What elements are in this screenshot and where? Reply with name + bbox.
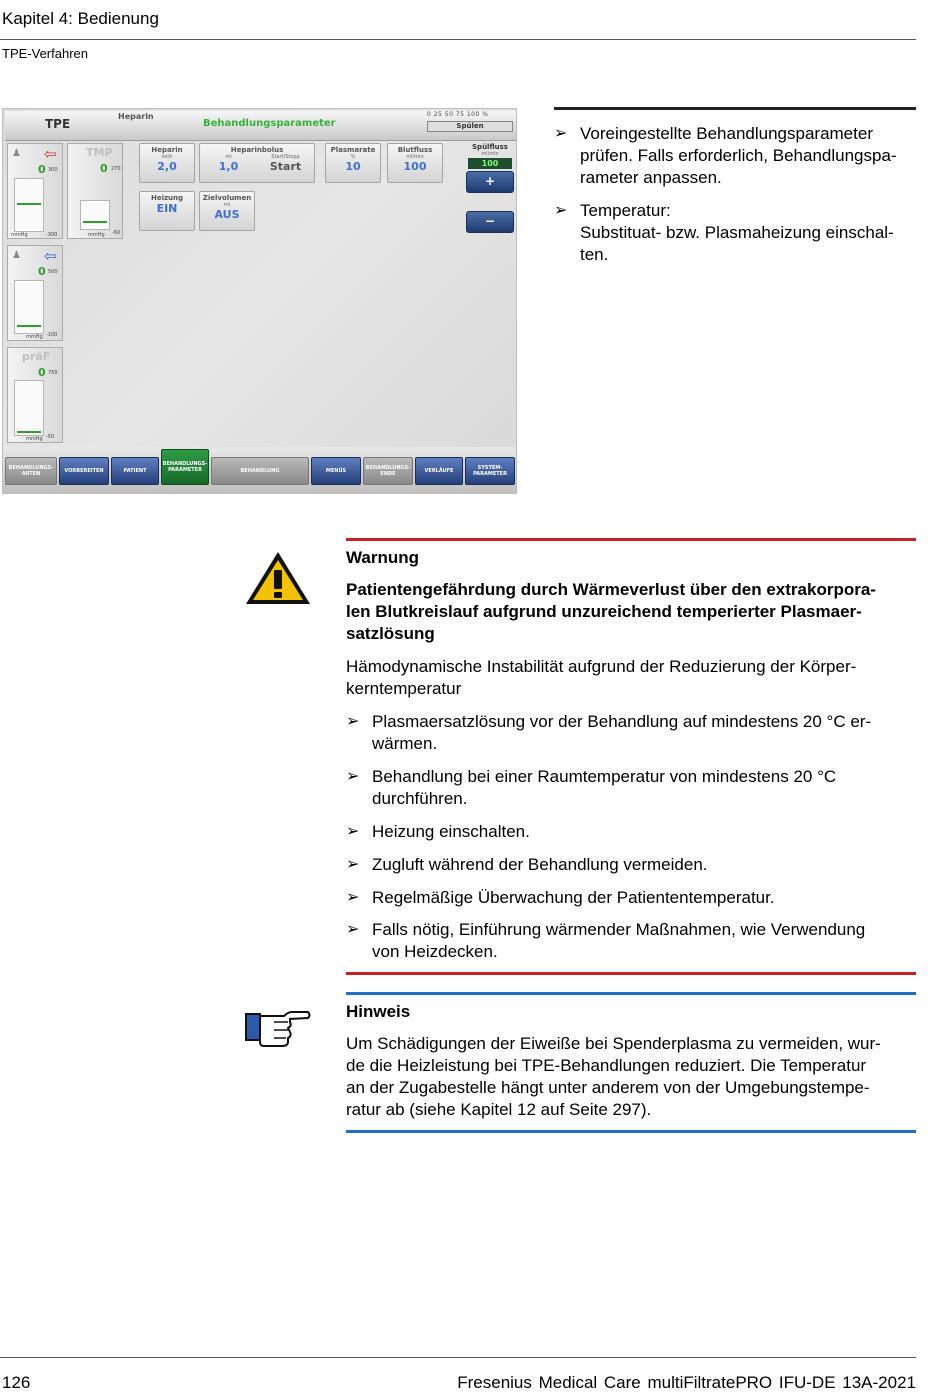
tmp-bottom-tick: -60: [112, 230, 121, 236]
warning-bottom-rule: [346, 972, 916, 975]
step2-line1: Temperatur:: [580, 201, 671, 220]
param-heizung[interactable]: [139, 191, 195, 231]
note-line1: Um Schädigungen der Eiweiße bei Spenderplasma zu vermeiden, wur-: [346, 1034, 881, 1053]
venous-gauge: [14, 280, 44, 334]
tmp-top-tick: 270: [111, 166, 121, 172]
instructions-rule: [554, 107, 916, 110]
measure5-line1: Regelmäßige Überwachung der Patiententemperatur.: [372, 888, 775, 907]
header-divider: [0, 39, 916, 40]
venous-value: 0: [38, 265, 46, 278]
measure3-line1: Heizung einschalten.: [372, 822, 530, 841]
nav-menues[interactable]: MENÜS: [311, 457, 361, 485]
arrow-left-blue-icon: ⇦: [44, 247, 57, 265]
praef-panel: [7, 347, 63, 443]
param-heparin-value: 2,0: [157, 160, 177, 173]
nav-verlaeufe[interactable]: VERLÄUFE: [415, 457, 463, 485]
praef-unit: mmHg: [26, 436, 43, 442]
param-heparin-unit: ml/h: [161, 154, 173, 160]
nav-vorbereiten[interactable]: VORBEREITEN: [59, 457, 109, 485]
footer-divider: [0, 1357, 916, 1358]
praef-bottom-tick: -50: [46, 434, 55, 440]
footer-publisher: Fresenius Medical Care multiFiltratePRO IFU-DE 13A-2021: [457, 1373, 916, 1392]
venous-pressure-panel: [7, 245, 63, 341]
note-bottom-rule: [346, 1130, 916, 1133]
venous-bottom-tick: -100: [46, 332, 58, 338]
measure-4: [346, 854, 916, 876]
minus-button[interactable]: −: [466, 211, 514, 233]
param-heparin-label: Heparin: [151, 146, 183, 154]
nav-behandlungsparameter[interactable]: BEHANDLUNGS-PARAMETER: [161, 449, 209, 485]
venous-unit: mmHg: [26, 334, 43, 340]
warning-title: Warnung: [346, 548, 420, 567]
spuelen-button[interactable]: Spülen: [427, 121, 513, 132]
param-blutfluss-label: Blutfluss: [397, 146, 433, 154]
param-zielvolumen-value: AUS: [214, 208, 240, 221]
param-startstopp-value[interactable]: Start: [269, 160, 302, 173]
measure-2: [346, 766, 916, 810]
nav-behandlung[interactable]: BEHANDLUNG: [211, 457, 309, 485]
screen-title: Behandlungsparameter: [203, 118, 336, 129]
chapter-title: Kapitel 4: Bedienung: [2, 9, 159, 28]
step1-line1: Voreingestellte Behandlungsparameter: [580, 124, 873, 143]
param-heparinbolus[interactable]: [199, 143, 315, 183]
arterial-unit: mmHg: [11, 232, 28, 238]
param-zielvolumen-label: Zielvolumen: [202, 194, 252, 202]
step2-line2: Substituat- bzw. Plasmaheizung einschal-: [580, 223, 894, 242]
hazard-line1: Patientengefährdung durch Wärmeverlust über den extrakorpora-: [346, 580, 876, 599]
spuelfluss-value: 100: [468, 158, 512, 169]
praef-gauge: [14, 380, 44, 436]
arrow-left-red-icon: ⇦: [44, 145, 57, 163]
venous-gauge-marker: [17, 325, 41, 327]
arterial-top-tick: 300: [48, 167, 58, 173]
param-plasmarate-value: 10: [345, 160, 361, 173]
param-heparinbolus-unit: ml: [225, 154, 232, 160]
arrow-bullet-icon: ➢: [346, 713, 360, 730]
arrow-bullet-icon: ➢: [346, 889, 360, 906]
param-blutfluss-unit: ml/min: [406, 154, 424, 160]
tmp-panel: [67, 143, 123, 239]
arrow-bullet-icon: ➢: [554, 125, 568, 142]
measure-1: [346, 711, 916, 755]
section-title: TPE-Verfahren: [2, 46, 88, 61]
praef-top-tick: 750: [48, 370, 58, 376]
praef-value: 0: [38, 366, 46, 379]
arterial-bottom-tick: -300: [46, 232, 58, 238]
instruction-step-2: [554, 200, 916, 266]
spuelfluss-unit: ml/min: [481, 151, 499, 157]
param-plasmarate-label: Plasmarate: [330, 146, 376, 154]
step1-line3: rameter anpassen.: [580, 168, 722, 187]
heparin-tab[interactable]: Heparin: [118, 112, 154, 121]
praef-gauge-marker: [17, 431, 41, 433]
step2-line3: ten.: [580, 245, 609, 264]
tmp-label: TMP: [86, 146, 113, 159]
param-heizung-label: Heizung: [150, 194, 184, 202]
measure-5: [346, 887, 916, 909]
pointing-hand-icon: [244, 1006, 312, 1052]
tmp-gauge: [80, 200, 110, 230]
nav-patient[interactable]: PATIENT: [111, 457, 159, 485]
instruction-step-1: [554, 123, 916, 189]
progress-scale: 0 25 50 75 100 %: [427, 111, 489, 118]
param-blutfluss[interactable]: [387, 143, 443, 183]
nav-systemparameter[interactable]: SYSTEM-PARAMETER: [465, 457, 515, 485]
venous-top-tick: 500: [48, 269, 58, 275]
warning-triangle-icon: [244, 550, 312, 606]
tmp-value: 0: [100, 162, 108, 175]
measure2-line2: durchführen.: [372, 789, 468, 808]
step1-line2: prüfen. Falls erforderlich, Behandlungspa-: [580, 146, 897, 165]
note-text: [346, 1033, 916, 1121]
plus-button[interactable]: +: [466, 171, 514, 193]
tmp-gauge-marker: [83, 221, 107, 223]
measure1-line1: Plasmaersatzlösung vor der Behandlung auf mindestens 20 °C er-: [372, 712, 872, 731]
arrow-bullet-icon: ➢: [346, 768, 360, 785]
measure4-line1: Zugluft während der Behandlung vermeiden.: [372, 855, 708, 874]
measure-3: [346, 821, 916, 843]
param-plasmarate-unit: %: [350, 154, 356, 160]
arterial-gauge-marker: [17, 203, 41, 205]
warning-top-rule: [346, 538, 916, 541]
note-line3: an der Zugabestelle hängt unter anderem von der Umgebungstempe-: [346, 1078, 870, 1097]
measure6-line1: Falls nötig, Einführung wärmender Maßnahmen, wie Verwendung: [372, 920, 866, 939]
arterial-value: 0: [38, 163, 46, 176]
param-startstopp-unit: Start/Stopp: [271, 154, 300, 160]
nav-behandlungsende[interactable]: BEHANDLUNGS-ENDE: [363, 457, 413, 485]
praef-label: präF: [22, 350, 51, 363]
arrow-bullet-icon: ➢: [346, 823, 360, 840]
param-zielvolumen-unit: ml: [223, 202, 231, 208]
spuelfluss-control: [465, 143, 515, 239]
nav-behandlungsarten[interactable]: BEHANDLUNGS-ARTEN: [5, 457, 57, 485]
hazard-line2: len Blutkreislauf aufgrund unzureichend temperierter Plasmaer-: [346, 602, 862, 621]
measure6-line2: von Heizdecken.: [372, 942, 498, 961]
spuelfluss-label: Spülfluss: [472, 143, 508, 151]
measure1-line2: wärmen.: [372, 734, 438, 753]
param-zielvolumen[interactable]: [199, 191, 255, 231]
consequence-line1: Hämodynamische Instabilität aufgrund der Reduzierung der Körper-: [346, 657, 857, 676]
measure2-line1: Behandlung bei einer Raumtemperatur von mindestens 20 °C: [372, 767, 837, 786]
arrow-bullet-icon: ➢: [554, 202, 568, 219]
arrow-bullet-icon: ➢: [346, 856, 360, 873]
arrow-bullet-icon: ➢: [346, 921, 360, 938]
device-screenshot: [2, 108, 517, 494]
param-heizung-value: EIN: [156, 202, 178, 215]
arterial-gauge: [14, 178, 44, 232]
mode-label: TPE: [45, 117, 71, 131]
param-heparinbolus-value: 1,0: [218, 160, 239, 173]
param-blutfluss-value: 100: [403, 160, 427, 173]
tmp-unit: mmHg: [88, 232, 105, 238]
consequence-line2: kerntemperatur: [346, 679, 462, 698]
measure-6: [346, 919, 916, 963]
hazard-line3: satzlösung: [346, 624, 435, 643]
warning-consequence: [346, 656, 916, 700]
note-line4: ratur ab (siehe Kapitel 12 auf Seite 297).: [346, 1100, 652, 1119]
warning-hazard: [346, 579, 916, 645]
person-icon: ♟: [12, 148, 21, 159]
person-icon: ♟: [12, 250, 21, 261]
note-top-rule: [346, 992, 916, 995]
page-number: 126: [2, 1373, 31, 1392]
arterial-pressure-panel: [7, 143, 63, 239]
param-heparinbolus-label: Heparinbolus: [230, 146, 284, 154]
param-heparin[interactable]: [139, 143, 195, 183]
note-title: Hinweis: [346, 1002, 411, 1021]
param-plasmarate[interactable]: [325, 143, 381, 183]
note-line2: de die Heizleistung bei TPE-Behandlungen reduziert. Die Temperatur: [346, 1056, 867, 1075]
